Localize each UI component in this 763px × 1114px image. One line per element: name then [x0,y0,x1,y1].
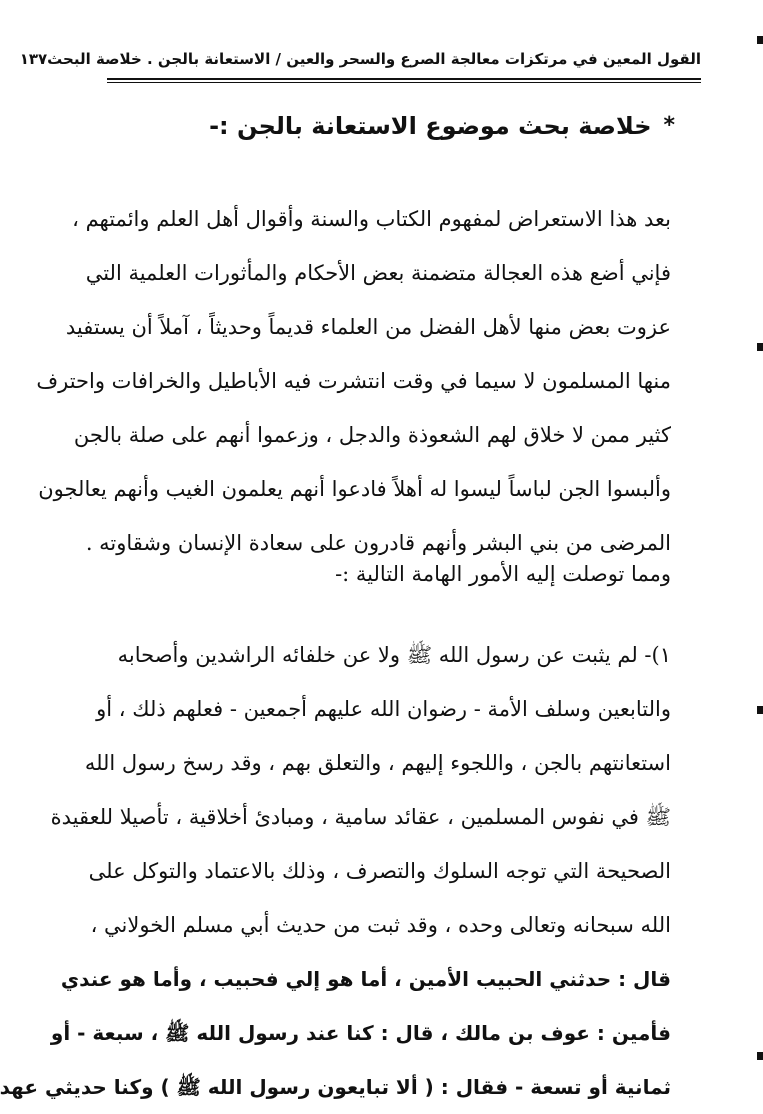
star-bullet-icon: * [663,113,675,138]
running-header [19,44,701,74]
text-line: ١)- لم يثبت عن رسول الله ﷺ ولا عن خلفائه الراشدين وأصحابه [117,643,671,667]
scan-edge-mark [757,706,763,714]
section-heading-text: خلاصة بحث موضوع الاستعانة بالجن :- [209,112,652,140]
text-line: كثير ممن لا خلاق لهم الشعوذة والدجل ، وزعموا أنهم على صلة بالجن [73,423,671,447]
header-rule-thin [107,82,701,83]
text-line: وألبسوا الجن لباساً ليسوا له أهلاً فادعوا أنهم يعلمون الغيب وأنهم يعالجون [38,477,671,501]
hadith-line: فأمين : عوف بن مالك ، قال : كنا عند رسول الله ﷺ ، سبعة - أو [50,1021,671,1045]
intro-paragraph [36,192,671,570]
text-line: الصحيحة التي توجه السلوك والتصرف ، وذلك بالاعتماد والتوكل على [88,859,671,883]
text-line: ﷺ في نفوس المسلمين ، عقائد سامية ، ومبادئ أخلاقية ، تأصيلا للعقيدة [50,805,671,829]
lead-in-paragraph [121,547,671,601]
text-line: عزوت بعض منها لأهل الفضل من العلماء قديماً وحديثاً ، آملاً أن يستفيد [65,315,671,339]
text-line: فإني أضع هذه العجالة متضمنة بعض الأحكام والمأثورات العلمية التي [85,261,671,285]
text-line: والتابعين وسلف الأمة - رضوان الله عليهم أجمعين - فعلهم ذلك ، أو [96,697,671,721]
section-heading [209,112,675,140]
text-line: الله سبحانه وتعالى وحده ، وقد ثبت من حديث أبي مسلم الخولاني ، [90,913,671,937]
scan-edge-mark [757,36,763,44]
scan-edge-mark [757,1052,763,1060]
scan-edge-mark [757,343,763,351]
text-line: بعد هذا الاستعراض لمفهوم الكتاب والسنة وأقوال أهل العلم وائمتهم ، [72,207,671,231]
header-rule [107,78,701,80]
point-one-paragraph [0,628,671,1114]
hadith-line: ثمانية أو تسعة - فقال : ( ألا تبايعون رسول الله ﷺ ) وكنا حديثي عهد [0,1075,671,1099]
running-title: القول المعين في مرتكزات معالجة الصرع والسحر والعين / الاستعانة بالجن . خلاصة البحث [47,50,701,68]
text-line: منها المسلمون لا سيما في وقت انتشرت فيه الأباطيل والخرافات واحترف [36,369,671,393]
page-number: ١٣٧ [19,50,48,68]
text-line: ومما توصلت إليه الأمور الهامة التالية :- [335,562,671,586]
text-line: استعانتهم بالجن ، واللجوء إليهم ، والتعلق بهم ، وقد رسخ رسول الله [84,751,671,775]
text-line: المرضى من بني البشر وأنهم قادرون على سعادة الإنسان وشقاوته . [85,531,671,555]
hadith-line: قال : حدثني الحبيب الأمين ، أما هو إلي فحبيب ، وأما هو عندي [60,967,671,991]
